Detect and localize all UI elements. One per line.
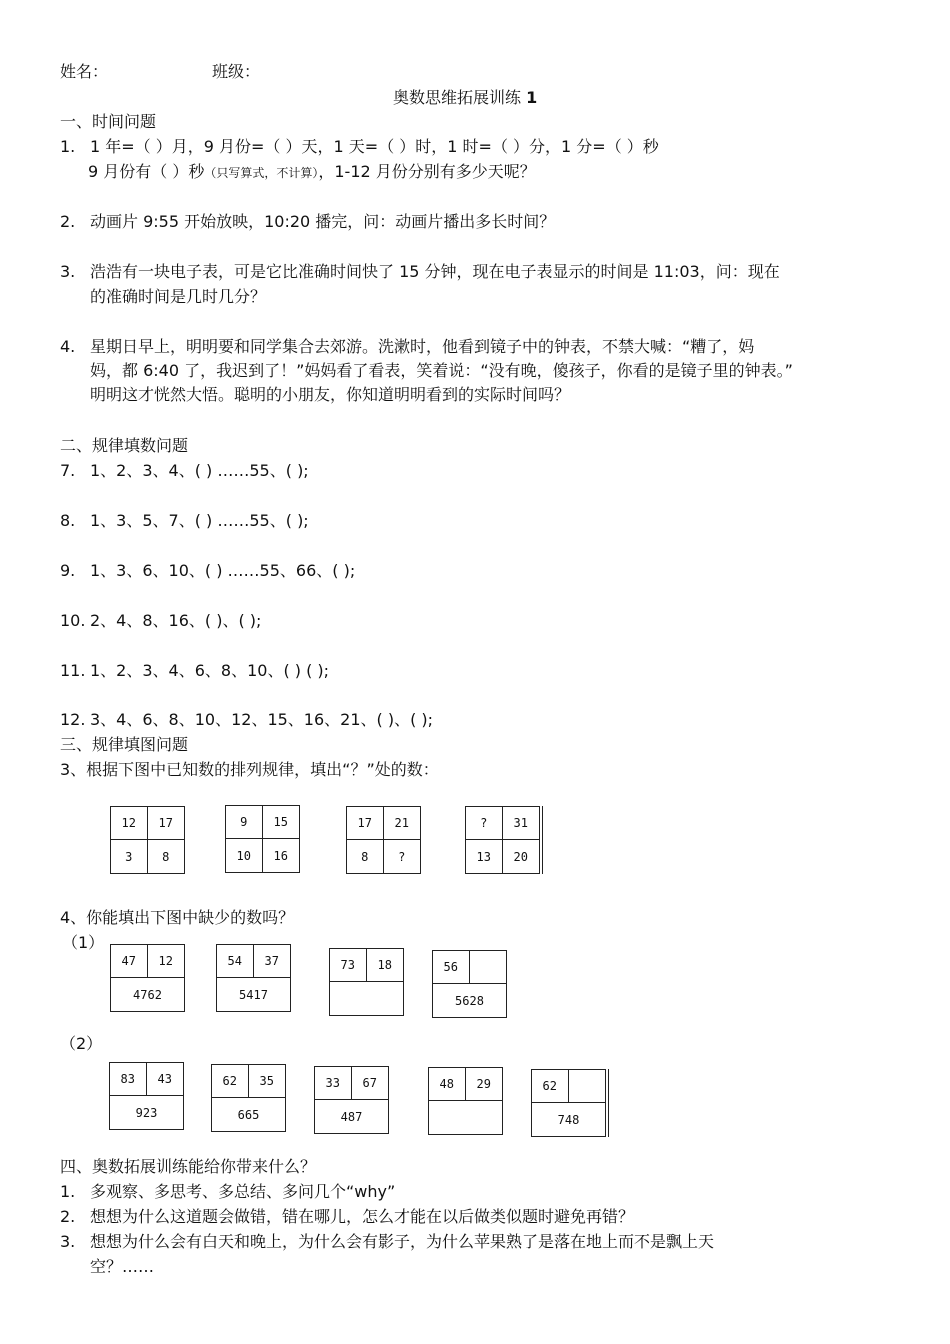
part-2-label: （2） — [60, 1034, 103, 1053]
number-box-1-1: 47 12 4762 — [110, 944, 185, 1012]
list-item: 9. 1、3、6、10、( ) ……55、66、( ); — [60, 561, 356, 580]
question-1-line-2: 9 月份有（ ）秒（只写算式，不计算），1-12 月份分别有多少天呢？ — [88, 162, 536, 181]
list-item: 2. 想想为什么这道题会做错，错在哪儿，怎么才能在以后做类似题时避免再错？ — [60, 1207, 635, 1226]
list-item: 10. 2、4、8、16、( )、( ); — [60, 611, 262, 630]
number-box-2-4: 48 29 — [428, 1067, 503, 1135]
question-2: 2. 动画片 9:55 开始放映，10:20 播完，问：动画片播出多长时间？ — [60, 212, 556, 231]
class-label: 班级： — [212, 62, 261, 81]
list-item: 8. 1、3、5、7、( ) ……55、( ); — [60, 511, 309, 530]
section-3-heading: 三、规律填图问题 — [60, 735, 189, 754]
number-box-1-4: 56 5628 — [432, 950, 507, 1018]
section-1-heading: 一、时间问题 — [60, 112, 157, 131]
name-label: 姓名： — [60, 62, 109, 81]
list-item: 12. 3、4、6、8、10、12、15、16、21、( )、( ); — [60, 710, 434, 729]
number-box-2-3: 33 67 487 — [314, 1066, 389, 1134]
number-box-2-2: 62 35 665 — [211, 1064, 286, 1132]
list-item: 1. 多观察、多思考、多总结、多问几个“why” — [60, 1182, 396, 1201]
number-box-2-1: 83 43 923 — [109, 1062, 184, 1130]
list-item: 3. 想想为什么会有白天和晚上，为什么会有影子，为什么苹果熟了是落在地上而不是飘上天 — [60, 1232, 715, 1251]
list-item: 11. 1、2、3、4、6、8、10、( ) ( ); — [60, 661, 330, 680]
page-title: 奥数思维拓展训练 1 — [393, 88, 538, 107]
question-4-line-3: 明明这才恍然大悟。聪明的小朋友，你知道明明看到的实际时间吗？ — [90, 385, 571, 404]
number-grid-2: 9 15 10 16 — [225, 805, 300, 873]
section-4-heading: 四、奥数拓展训练能给你带来什么？ — [60, 1157, 317, 1176]
section-2-heading: 二、规律填数问题 — [60, 436, 189, 455]
question-4-line-2: 妈，都 6:40 了，我迟到了！”妈妈看了看表，笑着说：“没有晚，傻孩子，你看的是镜子里的钟表。” — [90, 361, 793, 380]
list-item: 7. 1、2、3、4、( ) ……55、( ); — [60, 461, 309, 480]
number-grid-4: ? 31 13 20 — [465, 806, 540, 874]
question-4: 4. 星期日早上，明明要和同学集合去郊游。洗漱时，他看到镜子中的钟表，不禁大喊：“糟了，妈 — [60, 337, 755, 356]
number-box-2-5: 62 748 — [531, 1069, 606, 1137]
question-1: 1. 1 年=（ ）月，9 月份=（ ）天，1 天=（ ）时，1 时=（ ）分，1 分=（ ）秒 — [60, 137, 659, 156]
question-3: 3. 浩浩有一块电子表，可是它比准确时间快了 15 分钟，现在电子表显示的时间是 11:03，问：现在 — [60, 262, 780, 281]
number-box-1-3: 73 18 — [329, 948, 404, 1016]
question-3-line-2: 的准确时间是几时几分？ — [90, 287, 267, 306]
list-item-line-2: 空？…… — [90, 1257, 155, 1276]
question-4-prompt: 4、你能填出下图中缺少的数吗？ — [60, 908, 295, 927]
number-grid-3: 17 21 8 ? — [346, 806, 421, 874]
question-3-prompt: 3、根据下图中已知数的排列规律，填出“？”处的数： — [60, 760, 439, 779]
number-grid-1: 12 17 3 8 — [110, 806, 185, 874]
number-box-1-2: 54 37 5417 — [216, 944, 291, 1012]
part-1-label: （1） — [62, 933, 105, 952]
